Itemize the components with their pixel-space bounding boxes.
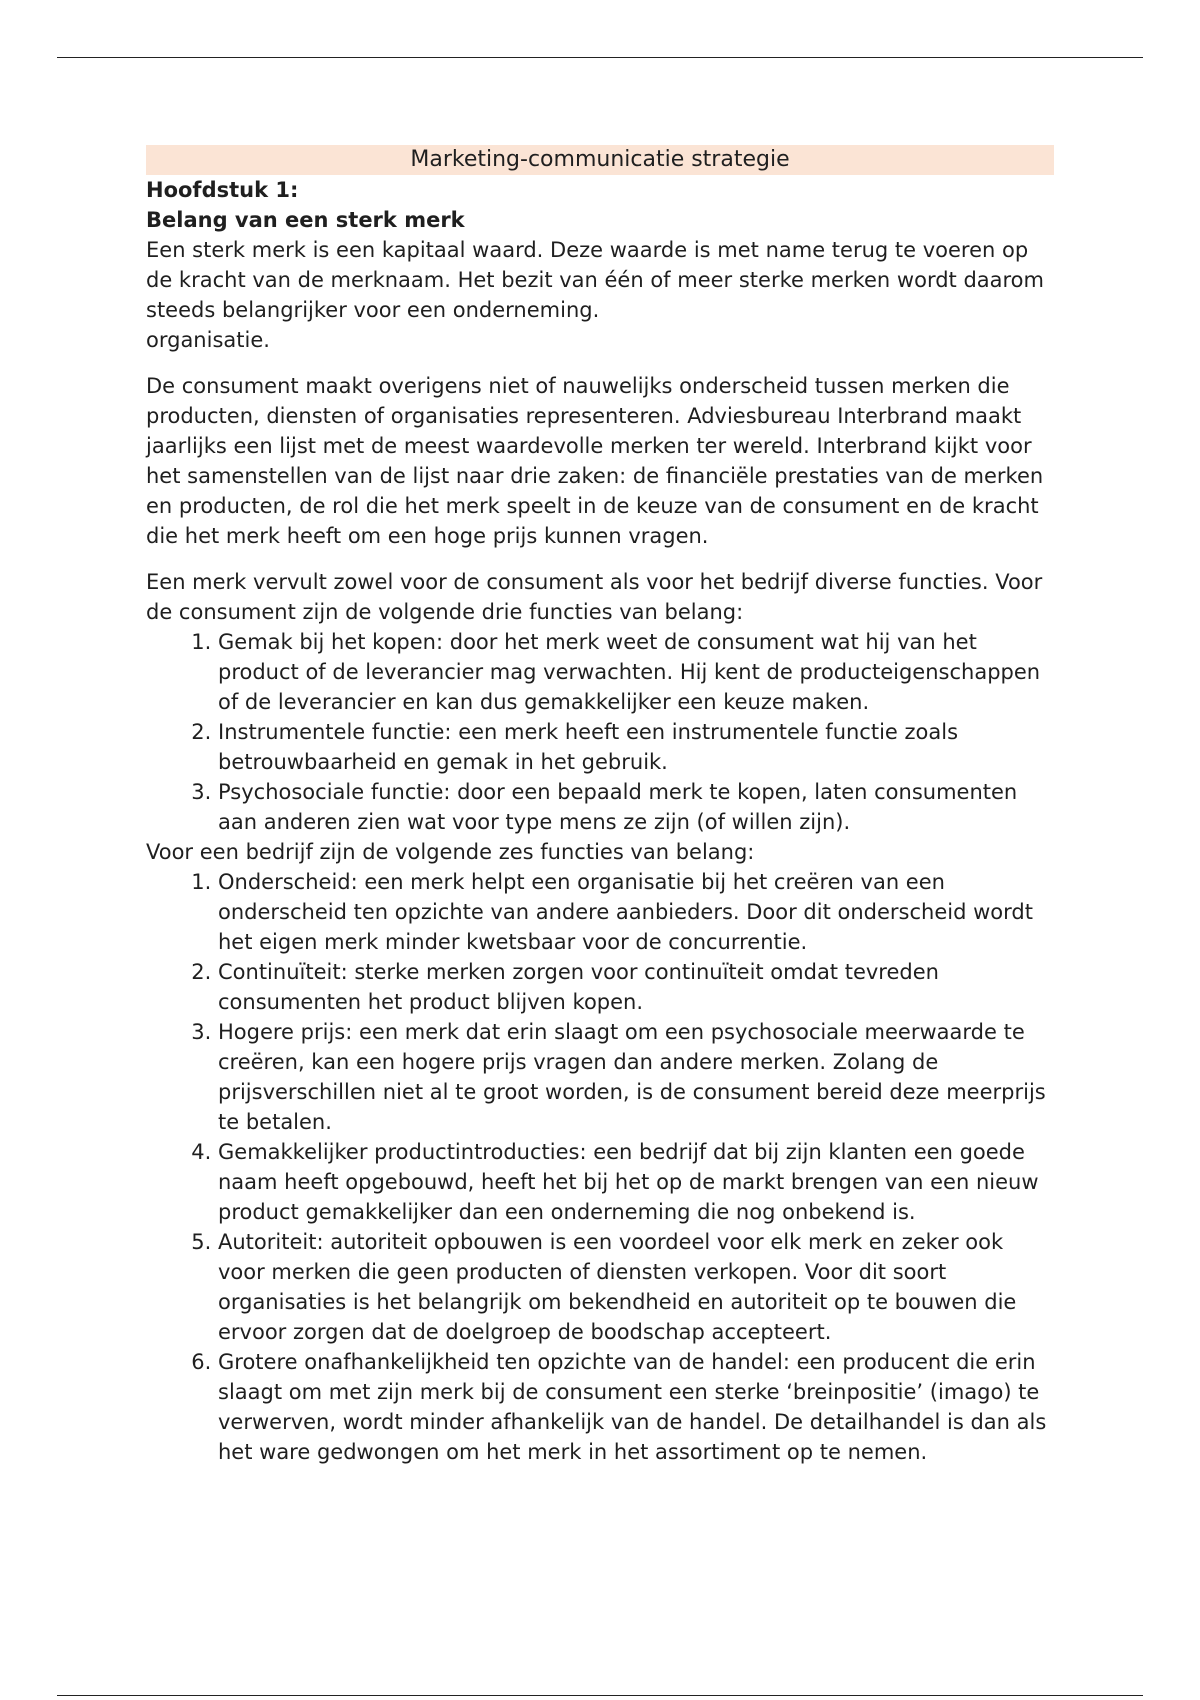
paragraph-intro: Een sterk merk is een kapitaal waard. Deze waarde is met name terug te voeren op de kracht van de merknaam. Het bezit van één of meer sterke merken wordt daarom steeds belangrijker voor een onderneming. <box>146 238 1044 322</box>
list-item: 4. Gemakkelijker productintroducties: een bedrijf dat bij zijn klanten een goede naam heeft opgebouwd, heeft het bij het op de markt brengen van een nieuw product gemakkelijker dan een onderneming die nog onbekend is. <box>218 1137 1054 1227</box>
document-body <box>146 145 1054 1467</box>
company-functions-intro: Voor een bedrijf zijn de volgende zes functies van belang: <box>146 840 755 864</box>
list-item: 5. Autoriteit: autoriteit opbouwen is een voordeel voor elk merk en zeker ook voor merken die geen producten of diensten verkopen. Voor dit soort organisaties is het belangrijk om bekendheid en autoriteit op te bouwen die ervoor zorgen dat de doelgroep de boodschap accepteert. <box>218 1227 1054 1347</box>
list-item: 2. Instrumentele functie: een merk heeft een instrumentele functie zoals betrouwbaarheid en gemak in het gebruik. <box>218 717 1054 777</box>
list-item: 1. Gemak bij het kopen: door het merk weet de consument wat hij van het product of de leverancier mag verwachten. Hij kent de producteigenschappen of de leverancier en kan dus gemakkelijker een keuze maken. <box>218 627 1054 717</box>
header-rule <box>57 57 1143 58</box>
paragraph-consumer-distinction: De consument maakt overigens niet of nauwelijks onderscheid tussen merken die producten, diensten of organisaties representeren. Adviesbureau Interbrand maakt jaarlijks een lijst met de meest waardevolle merken ter wereld. Interbrand kijkt voor het samenstellen van de lijst naar drie zaken: de financiële prestaties van de merken en producten, de rol die het merk speelt in de keuze van de consument en de kracht die het merk heeft om een hoge prijs kunnen vragen. <box>146 374 1044 548</box>
document-title: Marketing-communicatie strategie <box>146 145 1054 175</box>
company-functions-list <box>146 867 1054 1467</box>
footer-rule <box>57 1695 1143 1696</box>
list-item: 6. Grotere onafhankelijkheid ten opzichte van de handel: een producent die erin slaagt om met zijn merk bij de consument een sterke ‘breinpositie’ (imago) te verwerven, wordt minder afhankelijk van de handel. De detailhandel is dan als het ware gedwongen om het merk in het assortiment op te nemen. <box>218 1347 1054 1467</box>
chapter-heading: Hoofdstuk 1: <box>146 178 299 202</box>
list-item: 3. Psychosociale functie: door een bepaald merk te kopen, laten consumenten aan anderen zien wat voor type mens ze zijn (of willen zijn). <box>218 777 1054 837</box>
list-item: 3. Hogere prijs: een merk dat erin slaagt om een psychosociale meerwaarde te creëren, kan een hogere prijs vragen dan andere merken. Zolang de prijsverschillen niet al te groot worden, is de consument bereid deze meerprijs te betalen. <box>218 1017 1054 1137</box>
list-item: 2. Continuïteit: sterke merken zorgen voor continuïteit omdat tevreden consumenten het product blijven kopen. <box>218 957 1054 1017</box>
section-heading: Belang van een sterk merk <box>146 208 465 232</box>
paragraph-functions-intro: Een merk vervult zowel voor de consument als voor het bedrijf diverse functies. Voor de consument zijn de volgende drie functies van belang: <box>146 570 1043 624</box>
list-item: 1. Onderscheid: een merk helpt een organisatie bij het creëren van een onderscheid ten opzichte van andere aanbieders. Door dit onderscheid wordt het eigen merk minder kwetsbaar voor de concurrentie. <box>218 867 1054 957</box>
paragraph-intro-tail: organisatie. <box>146 328 270 352</box>
consumer-functions-list <box>146 627 1054 837</box>
